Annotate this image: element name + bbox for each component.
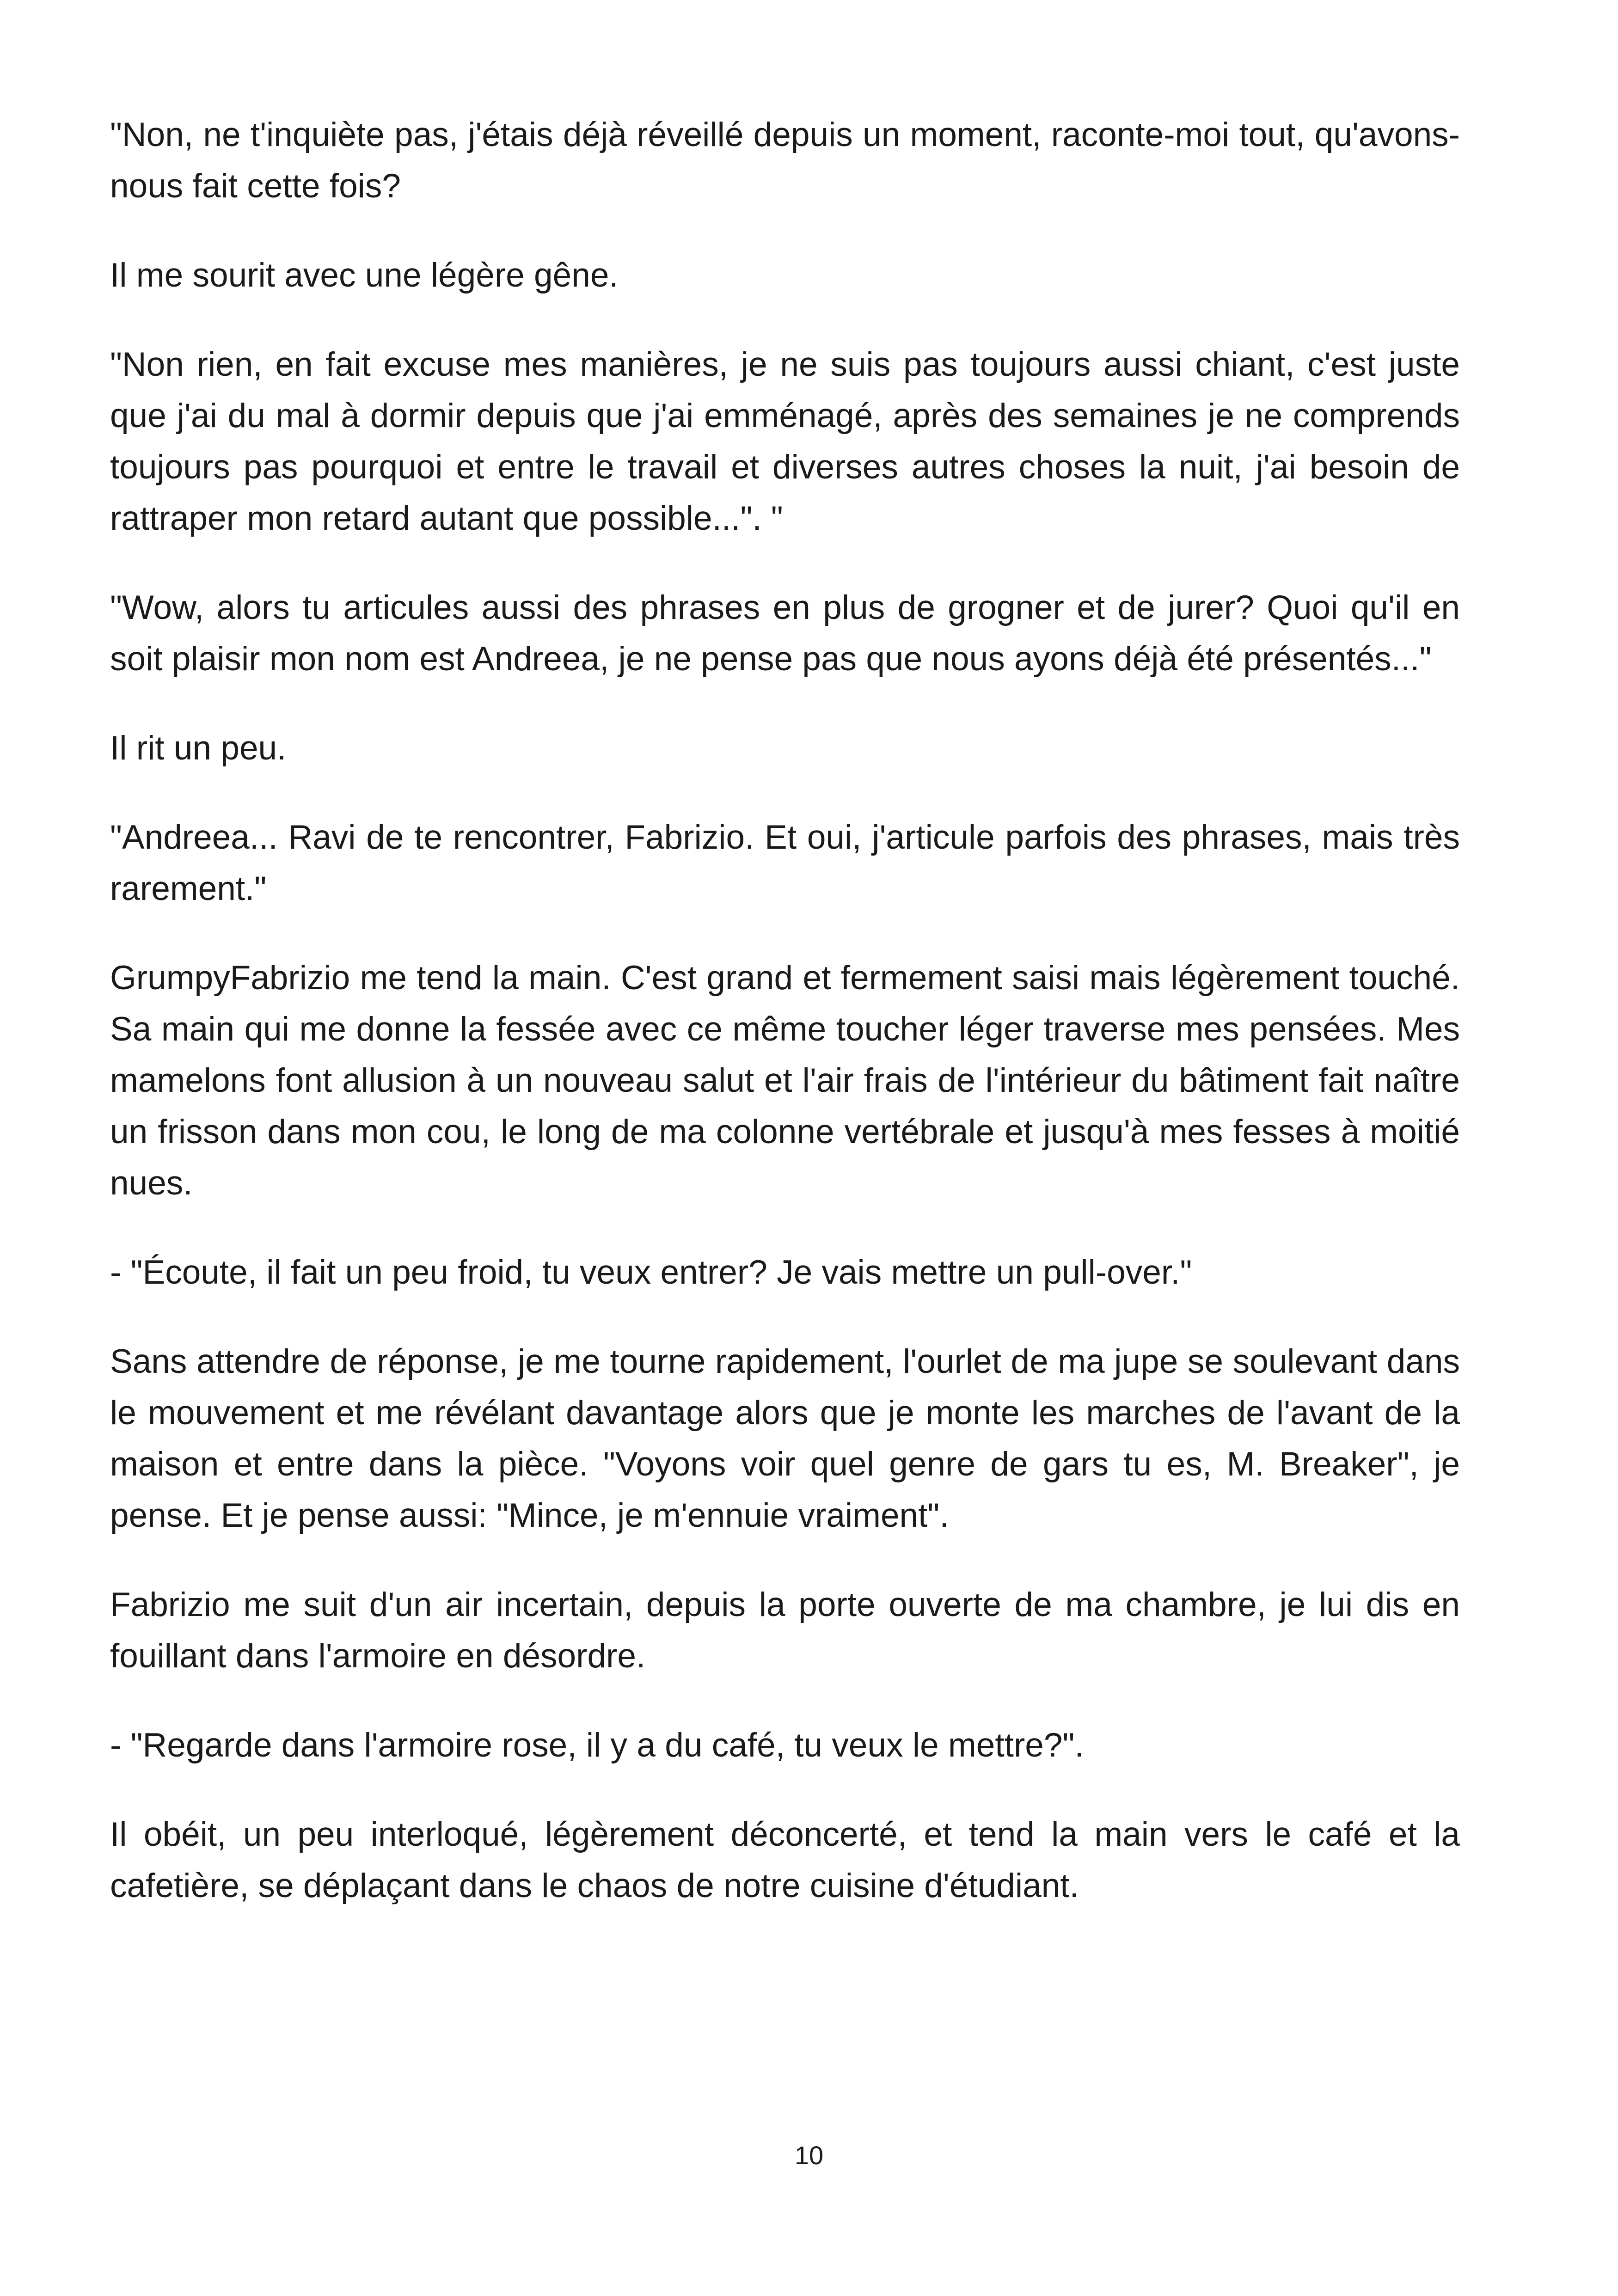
paragraph: "Andreea... Ravi de te rencontrer, Fabrizio. Et oui, j'articule parfois des phrases, mais très rarement."	[110, 819, 1460, 907]
page-number: 10	[794, 2141, 824, 2170]
paragraph: GrumpyFabrizio me tend la main. C'est grand et fermement saisi mais légèrement touché. Sa main qui me donne la fessée avec ce même toucher léger traverse mes pensées. Mes mamelons font allusion à un nouveau salut et l'air frais de l'intérieur du bâtiment fait naître un frisson dans mon cou, le long de ma colonne vertébrale et jusqu'à mes fesses à moitié nues.	[110, 959, 1460, 1202]
paragraph: "Non, ne t'inquiète pas, j'étais déjà réveillé depuis un moment, raconte-moi tout, qu'avons-nous fait cette fois?	[110, 116, 1460, 205]
paragraph: - "Écoute, il fait un peu froid, tu veux entrer? Je vais mettre un pull-over."	[110, 1254, 1192, 1291]
paragraph: Il rit un peu.	[110, 729, 287, 767]
paragraph: Sans attendre de réponse, je me tourne rapidement, l'ourlet de ma jupe se soulevant dans le mouvement et me révélant davantage alors que je monte les marches de l'avant de la maison et entre dans la pièce. "Voyons voir quel genre de gars tu es, M. Breaker", je pense. Et je pense aussi: "Mince, je m'ennuie vraiment".	[110, 1343, 1460, 1534]
paragraph: - "Regarde dans l'armoire rose, il y a du café, tu veux le mettre?".	[110, 1727, 1084, 1764]
paragraph: Il obéit, un peu interloqué, légèrement déconcerté, et tend la main vers le café et la cafetière, se déplaçant dans le chaos de notre cuisine d'étudiant.	[110, 1816, 1460, 1904]
paragraph: "Non rien, en fait excuse mes manières, je ne suis pas toujours aussi chiant, c'est juste que j'ai du mal à dormir depuis que j'ai emménagé, après des semaines je ne comprends toujours pas pourquoi et entre le travail et diverses autres choses la nuit, j'ai besoin de rattraper mon retard autant que possible...". "	[110, 346, 1460, 537]
paragraph: "Wow, alors tu articules aussi des phrases en plus de grogner et de jurer? Quoi qu'il en soit plaisir mon nom est Andreea, je ne pense pas que nous ayons déjà été présentés..."	[110, 589, 1460, 678]
body-text	[110, 109, 1460, 1949]
paragraph: Fabrizio me suit d'un air incertain, depuis la porte ouverte de ma chambre, je lui dis en fouillant dans l'armoire en désordre.	[110, 1586, 1460, 1675]
paragraph: Il me sourit avec une légère gêne.	[110, 257, 619, 294]
